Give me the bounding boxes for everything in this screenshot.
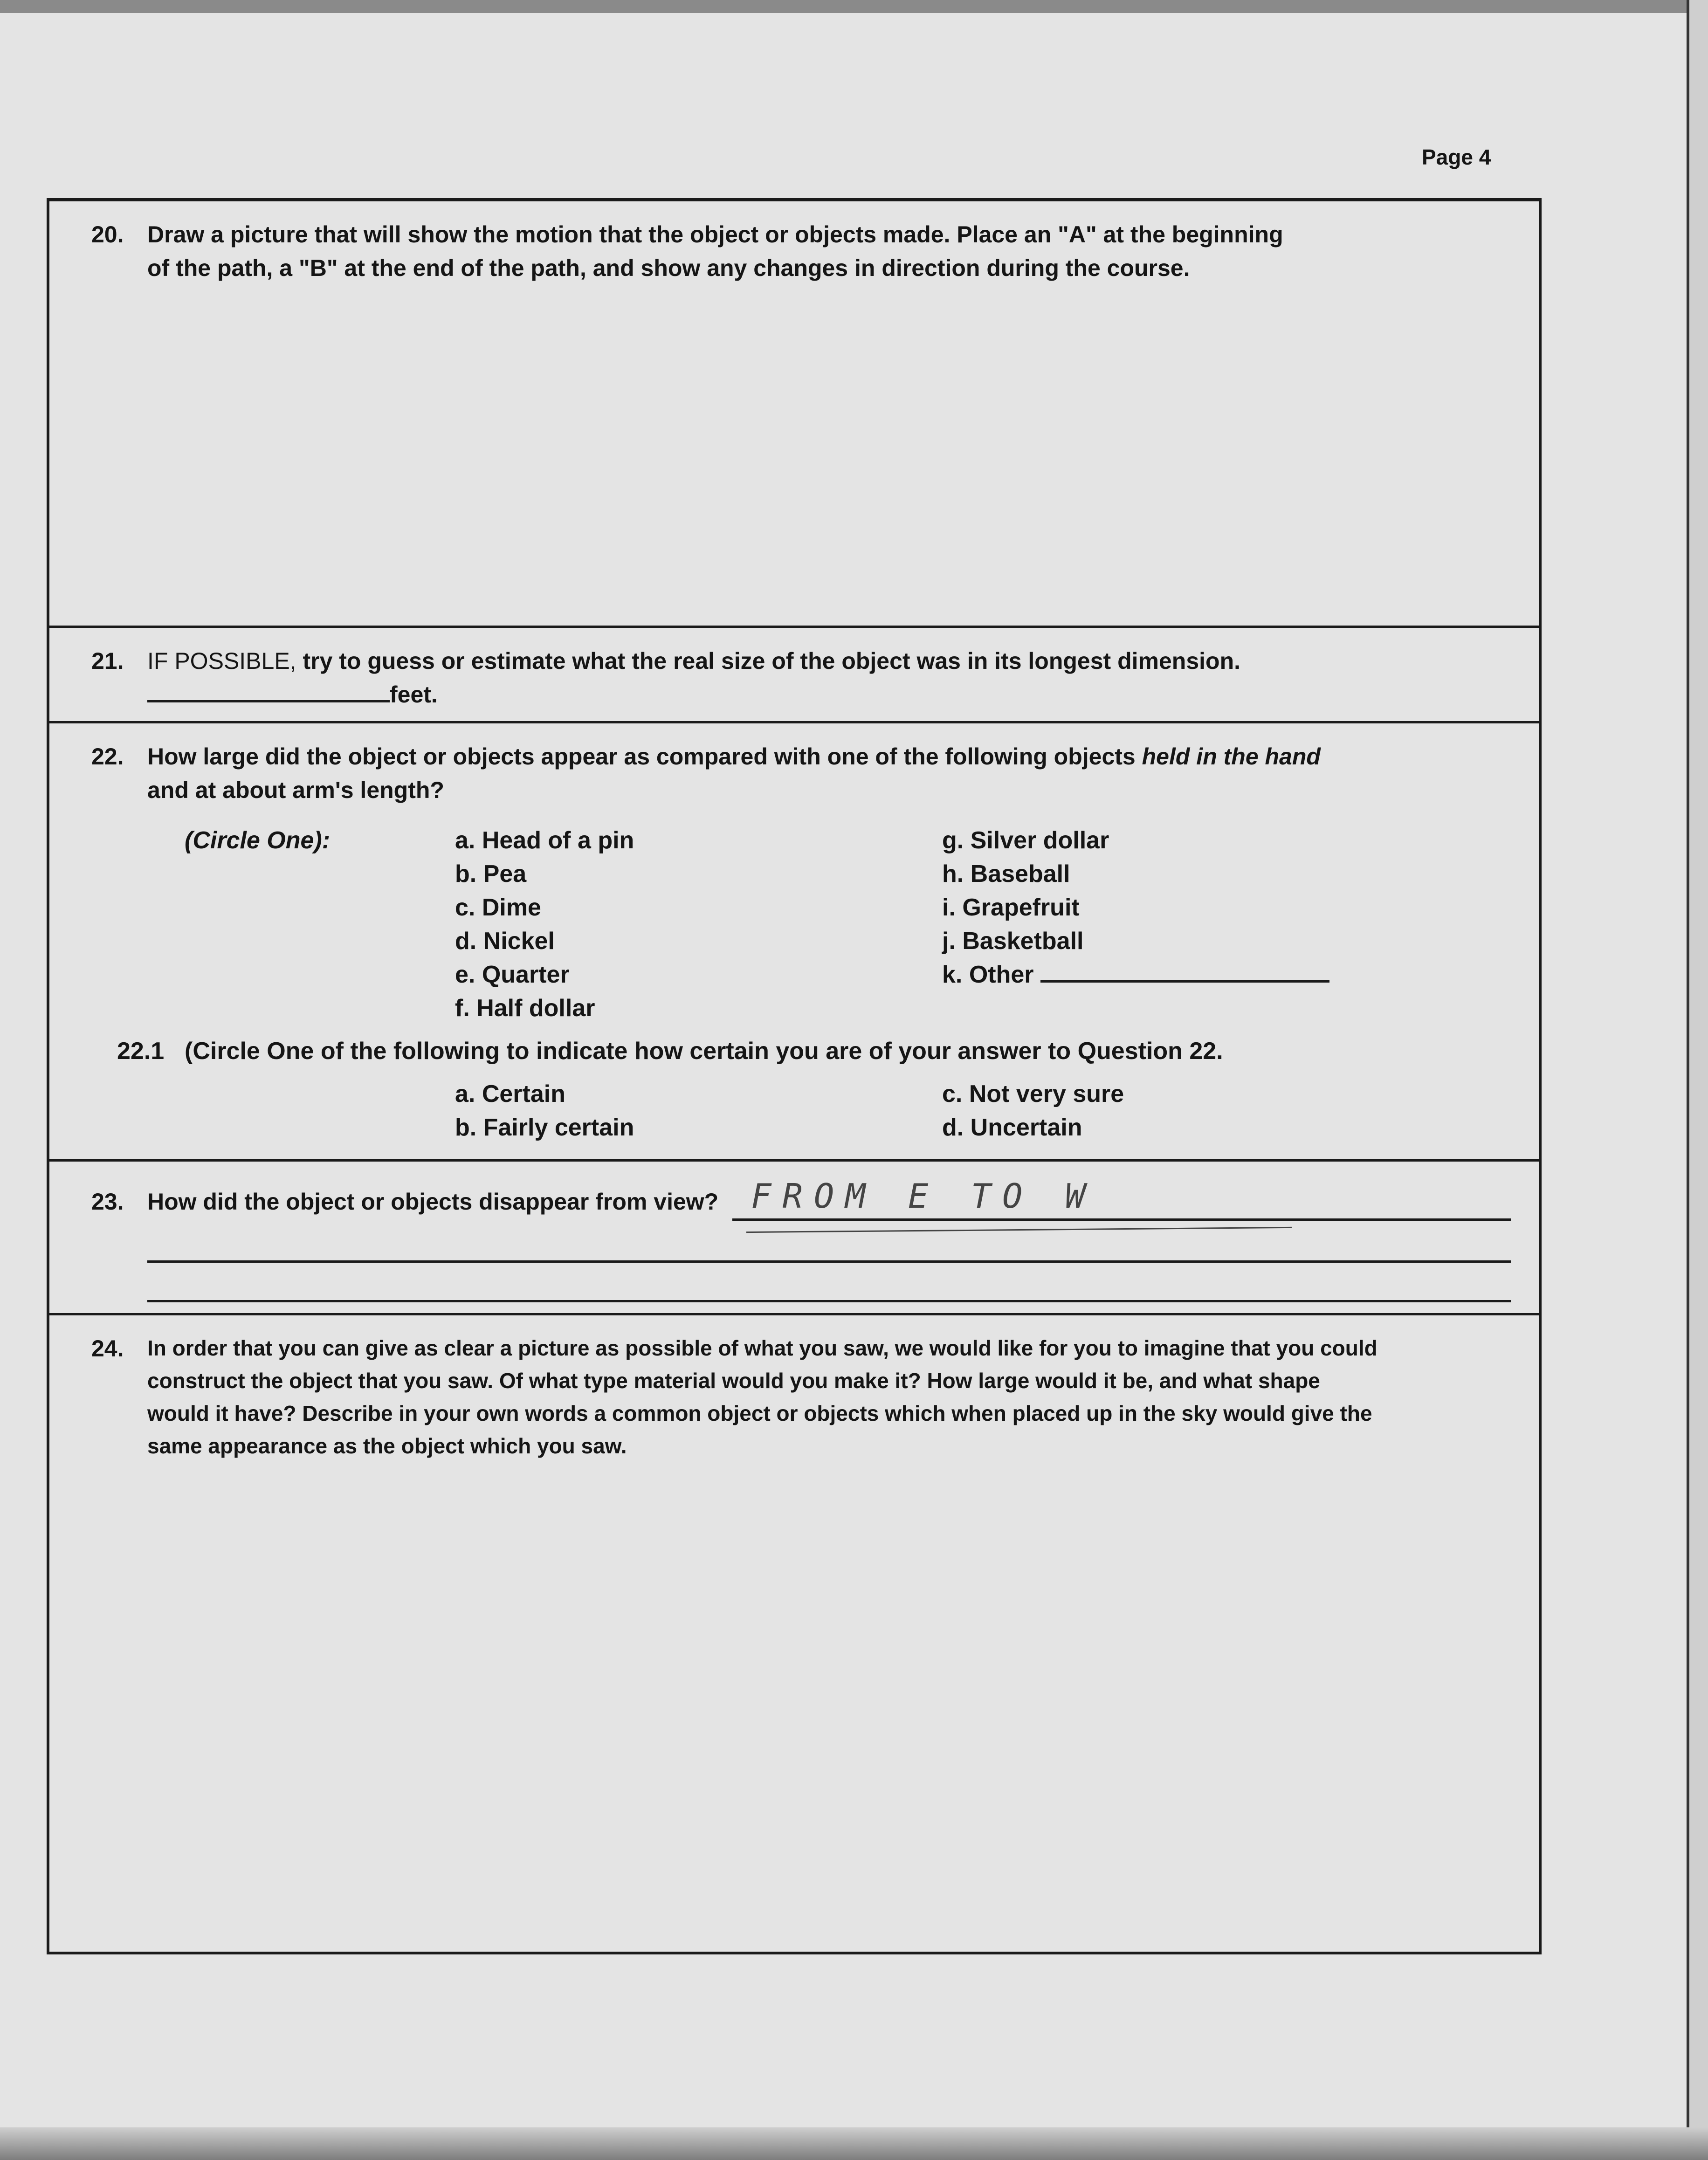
question-21-number: 21. [91,648,124,674]
question-22-row [91,740,1511,807]
scan-right-edge [1687,0,1708,2160]
question-22-line2: and at about arm's length? [147,777,444,803]
size-option-h[interactable]: h. Baseball [942,860,1070,887]
size-option-e[interactable]: e. Quarter [455,961,570,988]
question-24-line1: In order that you can give as clear a picture as possible of what you saw, we would like for you to imagine that you could [147,1336,1377,1360]
size-option-i[interactable]: i. Grapefruit [942,894,1080,921]
certainty-option-a[interactable]: a. Certain [455,1080,565,1108]
question-24-section [49,1315,1539,1952]
size-option-d[interactable]: d. Nickel [455,928,555,955]
question-24-line3: would it have? Describe in your own words a common object or objects which when placed up in the sky would give the [147,1401,1372,1425]
question-24-number: 24. [91,1335,124,1362]
question-20-row [91,218,1511,285]
questionnaire-form [47,198,1542,1954]
question-22-number: 22. [91,743,124,770]
question-22-1-text: (Circle One of the following to indicate how certain you are of your answer to Question 22. [185,1038,1223,1065]
answer-line-2[interactable] [147,1260,1511,1263]
question-23-row [91,1176,1511,1221]
question-23-section [49,1162,1539,1315]
question-20-line1: Draw a picture that will show the motion that the object or objects made. Place an "A" at the beginning [147,221,1283,248]
certainty-options [185,1077,1511,1144]
handwritten-underline [746,1227,1292,1233]
question-23-number: 23. [91,1189,124,1215]
size-option-j[interactable]: j. Basketball [942,928,1084,955]
question-24-text [147,1332,1511,1462]
question-24-line4: same appearance as the object which you saw. [147,1434,627,1458]
question-21-row [91,644,1511,711]
page-number: Page 4 [1422,145,1491,169]
question-21-text [147,644,1511,711]
certainty-option-d[interactable]: d. Uncertain [942,1114,1082,1141]
other-label: k. Other [942,961,1034,988]
question-22-1-number: 22.1 [117,1038,165,1065]
question-22-text: How large did the object or objects appear as compared with one of the following objects [147,743,1142,770]
size-answer-field[interactable] [147,700,390,702]
question-22-section [49,723,1539,1162]
question-24-line2: construct the object that you saw. Of what type material would you make it? How large would it be, and what shape [147,1369,1320,1393]
size-option-k[interactable] [942,958,1408,991]
question-20-line2: of the path, a "B" at the end of the path, and show any changes in direction during the course. [147,255,1190,281]
question-21-body: try to guess or estimate what the real size of the object was in its longest dimension. [296,648,1241,674]
question-21-lead: IF POSSIBLE, [147,648,296,674]
question-20-text [147,218,1511,285]
question-24-row [91,1332,1511,1462]
size-option-g[interactable]: g. Silver dollar [942,827,1109,854]
certainty-option-c[interactable]: c. Not very sure [942,1080,1124,1108]
size-option-f[interactable]: f. Half dollar [455,995,595,1022]
scan-top-edge [0,0,1708,13]
handwritten-answer[interactable]: FROM E TO W [751,1176,1097,1216]
size-option-c[interactable]: c. Dime [455,894,541,921]
feet-label: feet. [390,681,438,708]
question-20-number: 20. [91,221,124,248]
question-22-emphasis: held in the hand [1142,743,1321,770]
question-21-section [49,628,1539,723]
size-options [185,824,1511,1025]
other-answer-field[interactable] [1040,980,1329,983]
answer-line-3[interactable] [147,1300,1511,1302]
question-23-text: How did the object or objects disappear from view? [147,1189,719,1215]
scan-bottom-edge [0,2127,1708,2160]
question-22-text-block [147,740,1511,807]
size-option-a[interactable]: a. Head of a pin [455,827,634,854]
size-option-b[interactable]: b. Pea [455,860,527,887]
certainty-option-b[interactable]: b. Fairly certain [455,1114,634,1141]
question-21-answer-row [147,678,1511,711]
question-22-1-row [117,1034,1511,1068]
circle-one-instruction: (Circle One): [185,827,331,854]
question-20-section [49,201,1539,628]
answer-line-1[interactable] [732,1176,1511,1221]
